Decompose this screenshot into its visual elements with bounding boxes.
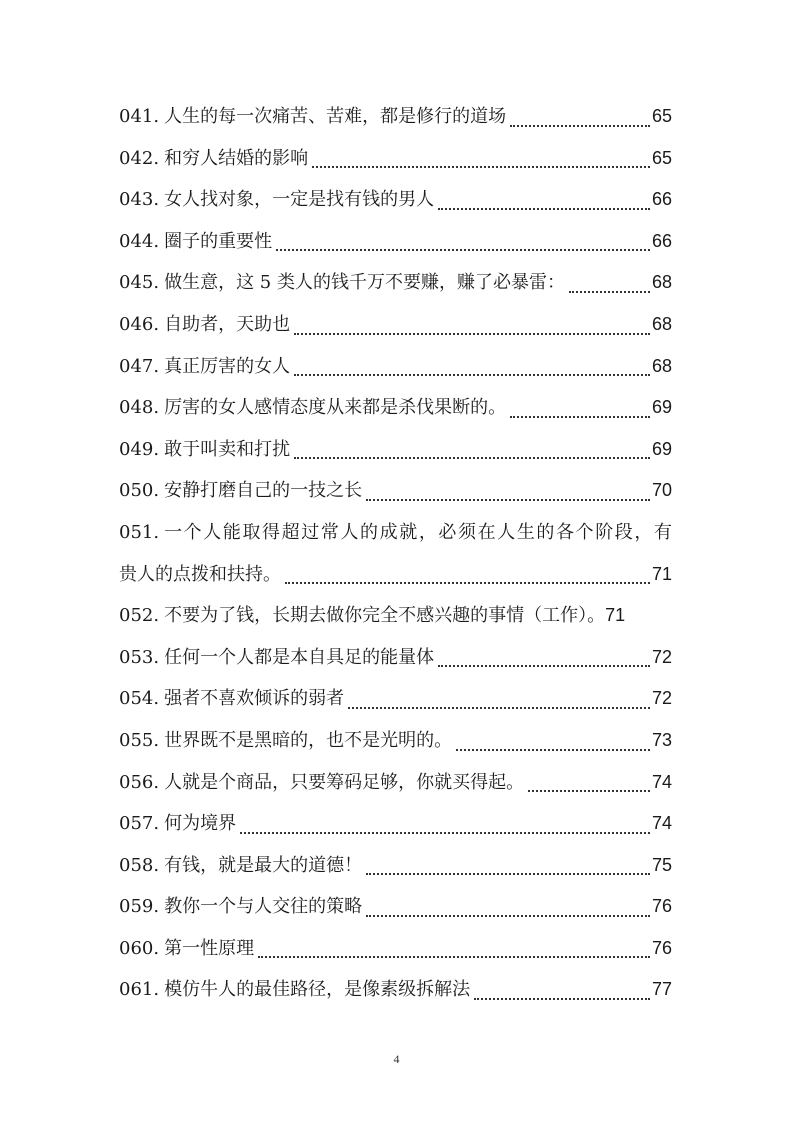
entry-number: 041. — [119, 106, 160, 127]
entry-number: 057. — [119, 813, 160, 835]
entry-title: 世界既不是黑暗的，也不是光明的。 — [164, 729, 453, 751]
toc-entry-055[interactable] — [119, 720, 672, 762]
toc-entry-059[interactable] — [119, 886, 672, 928]
toc-entry-043[interactable] — [119, 179, 672, 221]
entry-title: 圈子的重要性 — [164, 230, 273, 252]
dot-leader — [569, 291, 650, 293]
page-number: 4 — [393, 1052, 400, 1066]
toc-entry-044[interactable] — [119, 221, 672, 263]
entry-number: 048. — [119, 397, 160, 419]
entry-number: 058. — [119, 854, 160, 876]
entry-number: 042. — [119, 147, 160, 169]
dot-leader — [294, 374, 650, 376]
entry-page-number: 68 — [651, 313, 672, 334]
dot-leader — [285, 582, 650, 584]
entry-page-number: 68 — [651, 355, 672, 376]
entry-page-number: 77 — [651, 979, 672, 1000]
entry-number: 059. — [119, 896, 160, 918]
entry-page-number: 65 — [651, 106, 672, 126]
entry-page-number: 70 — [651, 480, 672, 501]
entry-page-number: 72 — [651, 646, 672, 667]
entry-page-number: 74 — [651, 813, 672, 834]
entry-title: 真正厉害的女人 — [164, 355, 291, 377]
entry-title: 安静打磨自己的一技之长 — [164, 480, 363, 502]
dot-leader — [312, 166, 650, 168]
entry-title: 任何一个人都是本自具足的能量体 — [164, 646, 435, 668]
entry-number: 049. — [119, 438, 160, 460]
toc-entry-056[interactable] — [119, 762, 672, 804]
entry-page-number: 76 — [651, 937, 672, 958]
entry-page-number: 71 — [605, 605, 626, 626]
entry-title: 和穷人结婚的影响 — [164, 147, 309, 169]
table-of-contents — [119, 96, 672, 1011]
dot-leader — [294, 457, 650, 459]
dot-leader — [510, 125, 650, 127]
toc-entry-051[interactable] — [119, 512, 672, 554]
toc-entry-045[interactable] — [119, 262, 672, 304]
entry-title: 自助者，天助也 — [164, 313, 291, 335]
toc-entry-047[interactable] — [119, 346, 672, 388]
entry-title: 女人找对象，一定是找有钱的男人 — [164, 189, 435, 211]
dot-leader — [366, 499, 650, 501]
entry-page-number: 69 — [651, 397, 672, 418]
entry-title: 不要为了钱，长期去做你完全不感兴趣的事情（工作）。 — [164, 605, 606, 627]
dot-leader — [366, 873, 650, 875]
dot-leader — [258, 956, 650, 958]
entry-number: 047. — [119, 355, 160, 377]
entry-number: 046. — [119, 313, 160, 335]
entry-title: 敢于叫卖和打扰 — [164, 438, 291, 460]
entry-title: 做生意，这 5 类人的钱千万不要赚，赚了必暴雷： — [164, 272, 565, 294]
entry-number: 053. — [119, 646, 160, 668]
toc-entry-041[interactable] — [119, 96, 672, 138]
entry-number: 045. — [119, 272, 160, 294]
toc-entry-060[interactable] — [119, 928, 672, 970]
entry-page-number: 66 — [651, 189, 672, 210]
entry-title: 人就是个商品，只要筹码足够，你就买得起。 — [164, 771, 525, 793]
entry-number: 043. — [119, 189, 160, 211]
entry-title: 一个人能取得超过常人的成就，必须在人生的各个阶段，有 — [164, 521, 672, 543]
dot-leader — [240, 832, 650, 834]
toc-entry-049[interactable] — [119, 429, 672, 471]
entry-number: 055. — [119, 729, 160, 751]
entry-number: 056. — [119, 771, 160, 793]
toc-entry-051-continued[interactable] — [119, 554, 672, 596]
entry-title: 教你一个与人交往的策略 — [164, 896, 363, 918]
dot-leader — [438, 208, 650, 210]
entry-page-number: 76 — [651, 896, 672, 917]
entry-page-number: 66 — [651, 230, 672, 251]
toc-entry-058[interactable] — [119, 845, 672, 887]
entry-number: 051. — [119, 521, 160, 543]
toc-entry-052[interactable] — [119, 595, 672, 637]
entry-page-number: 74 — [651, 771, 672, 792]
dot-leader — [474, 998, 650, 1000]
dot-leader — [348, 707, 650, 709]
dot-leader — [510, 416, 650, 418]
entry-page-number: 73 — [651, 729, 672, 750]
entry-title: 人生的每一次痛苦、苦难，都是修行的道场 — [164, 106, 507, 127]
toc-entry-050[interactable] — [119, 470, 672, 512]
toc-entry-054[interactable] — [119, 678, 672, 720]
toc-entry-061[interactable] — [119, 969, 672, 1011]
toc-entry-057[interactable] — [119, 803, 672, 845]
entry-number: 061. — [119, 979, 160, 1001]
entry-title: 何为境界 — [164, 813, 237, 835]
entry-page-number: 72 — [651, 688, 672, 709]
entry-number: 052. — [119, 605, 160, 627]
dot-leader — [456, 749, 650, 751]
dot-leader — [294, 333, 650, 335]
entry-page-number: 68 — [651, 272, 672, 293]
entry-number: 050. — [119, 480, 160, 502]
entry-number: 054. — [119, 688, 160, 710]
entry-page-number: 69 — [651, 438, 672, 459]
entry-title: 第一性原理 — [164, 937, 255, 959]
entry-title: 有钱，就是最大的道德！ — [164, 854, 363, 876]
toc-entry-046[interactable] — [119, 304, 672, 346]
entry-page-number: 75 — [651, 854, 672, 875]
entry-number: 060. — [119, 937, 160, 959]
entry-page-number: 65 — [651, 147, 672, 168]
dot-leader — [438, 665, 650, 667]
entry-title: 强者不喜欢倾诉的弱者 — [164, 688, 345, 710]
toc-entry-053[interactable] — [119, 637, 672, 679]
dot-leader — [366, 915, 650, 917]
entry-page-number: 71 — [651, 563, 672, 584]
entry-title: 模仿牛人的最佳路径，是像素级拆解法 — [164, 979, 471, 1001]
entry-title-continued: 贵人的点拨和扶持。 — [119, 563, 281, 585]
dot-leader — [528, 790, 650, 792]
toc-entry-042[interactable] — [119, 138, 672, 180]
toc-entry-048[interactable] — [119, 387, 672, 429]
entry-number: 044. — [119, 230, 160, 252]
dot-leader — [276, 249, 650, 251]
entry-title: 厉害的女人感情态度从来都是杀伐果断的。 — [164, 397, 507, 419]
